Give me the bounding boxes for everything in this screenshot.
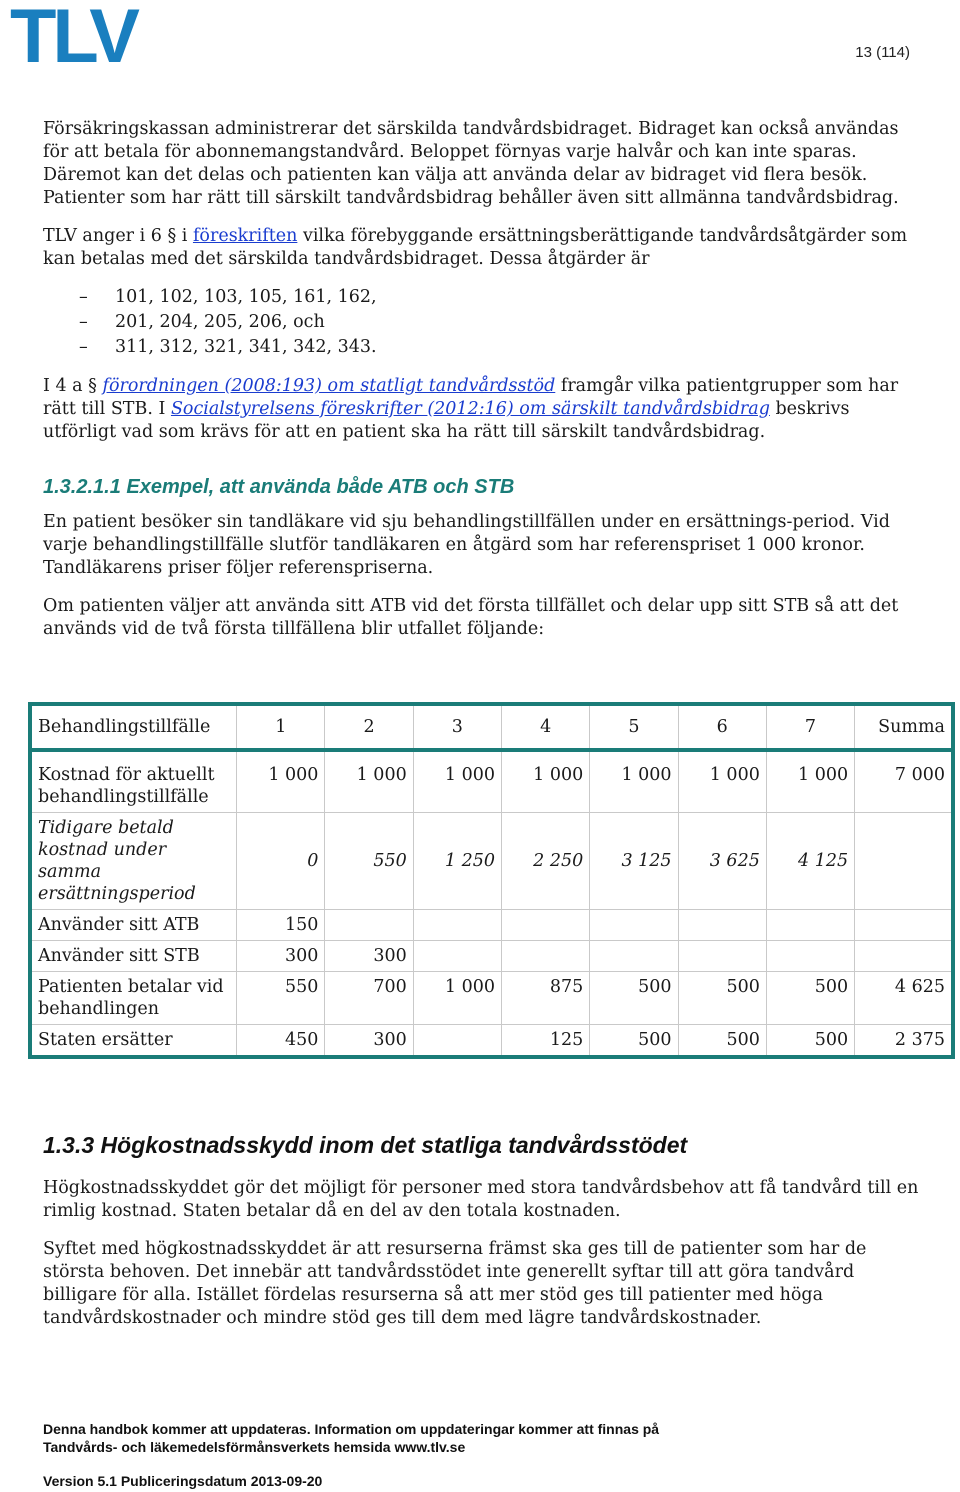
row-label: Kostnad för aktuellt behandlingstillfälle — [30, 750, 237, 813]
table-cell: 1 000 — [237, 750, 325, 813]
table-cell: 300 — [325, 1025, 413, 1058]
table-cell: 4 625 — [855, 972, 953, 1025]
header-cell: 1 — [237, 704, 325, 750]
list-item-text: 311, 312, 321, 341, 342, 343. — [115, 337, 377, 357]
table-header-row — [30, 704, 953, 750]
list-item — [43, 335, 923, 360]
header-cell: 6 — [678, 704, 766, 750]
table-cell: 1 000 — [413, 750, 501, 813]
table-cell — [502, 910, 590, 941]
table-cell: 1 000 — [502, 750, 590, 813]
list-item — [43, 285, 923, 310]
header-cell: 2 — [325, 704, 413, 750]
table-cell — [413, 941, 501, 972]
table-cell — [413, 910, 501, 941]
table-cell — [678, 941, 766, 972]
table-cell: 500 — [590, 972, 678, 1025]
row-label: Staten ersätter — [30, 1025, 237, 1058]
paragraph-stb-intro: Försäkringskassan administrerar det särskilda tandvårdsbidraget. Bidraget kan också användas för att betala för abonnemangstandvård. Beloppet förnyas varje halvår och kan inte sparas. Däremot kan det delas och patienten kan välja att använda delar av bidraget vid flera besök. Patienter som har rätt till särskilt tandvårdsbidrag behåller även sitt allmänna tandvårdsbidrag. — [43, 119, 899, 208]
table-cell: 500 — [766, 1025, 854, 1058]
row-label: Patienten betalar vid behandlingen — [30, 972, 237, 1025]
paragraph-hks-2: Syftet med högkostnadsskyddet är att resurserna främst ska ges till de patienter som har de största behoven. Det innebär att tandvårdsstödet inte generellt syftar till att göra tandvård billigare för alla. Istället fördelas resurserna så att mer stöd ges till patienter med höga tandvårdskostnader och mindre stöd ges till dem med lägre tandvårdskostnader. — [43, 1239, 867, 1328]
table-cell: 500 — [766, 972, 854, 1025]
link-forordningen[interactable]: förordningen (2008:193) om statligt tandvårdsstöd — [102, 376, 556, 396]
footer-line: Tandvårds- och läkemedelsförmånsverkets hemsida www.tlv.se — [43, 1439, 466, 1455]
table-row — [30, 750, 953, 813]
table-cell: 875 — [502, 972, 590, 1025]
table-cell — [766, 910, 854, 941]
table-cell: 500 — [678, 1025, 766, 1058]
link-socialstyrelsen[interactable]: Socialstyrelsens föreskrifter (2012:16) om särskilt tandvårdsbidrag — [170, 399, 770, 419]
table-cell: 3 125 — [590, 813, 678, 910]
table-cell: 1 000 — [325, 750, 413, 813]
main-content — [43, 118, 923, 641]
measure-code-list — [43, 285, 923, 360]
text-segment: TLV anger i 6 § i — [43, 226, 193, 246]
table-row — [30, 813, 953, 910]
table-cell: 125 — [502, 1025, 590, 1058]
footer-version: Version 5.1 Publiceringsdatum 2013-09-20 — [43, 1473, 323, 1489]
text-segment: framgår vilka patientgrupper som har rätt till STB. I — [43, 376, 899, 419]
subsection-title: 1.3.2.1.1 Exempel, att använda både ATB och STB — [43, 476, 515, 498]
header-cell: 4 — [502, 704, 590, 750]
header-cell: Behandlingstillfälle — [30, 704, 237, 750]
table-cell: 0 — [237, 813, 325, 910]
row-label: Använder sitt STB — [30, 941, 237, 972]
table-cell: 500 — [678, 972, 766, 1025]
logo-text: TLV — [10, 4, 136, 66]
table-cell: 1 000 — [413, 972, 501, 1025]
table-cell — [590, 910, 678, 941]
table-cell: 500 — [590, 1025, 678, 1058]
table-cell: 450 — [237, 1025, 325, 1058]
table-cell — [855, 813, 953, 910]
table-cell: 700 — [325, 972, 413, 1025]
footer-notice — [43, 1420, 659, 1456]
text-segment: I 4 a § — [43, 376, 103, 396]
table-cell: 550 — [325, 813, 413, 910]
header-cell: 3 — [413, 704, 501, 750]
table-cell: 1 000 — [678, 750, 766, 813]
paragraph-hks-1: Högkostnadsskyddet gör det möjligt för personer med stora tandvårdsbehov att få tandvård till en rimlig kostnad. Staten betalar då en del av den totala kostnaden. — [43, 1178, 919, 1221]
table-cell: 1 000 — [590, 750, 678, 813]
example-table — [28, 702, 955, 1059]
table-row — [30, 910, 953, 941]
table-cell — [502, 941, 590, 972]
table-cell: 300 — [325, 941, 413, 972]
table-row — [30, 941, 953, 972]
paragraph-example-1: En patient besöker sin tandläkare vid sju behandlingstillfällen under en ersättnings-period. Vid varje behandlingstillfälle slutför tandläkaren en åtgärd som har referenspriset 1 000 kronor. Tandläkarens priser följer referenspriserna. — [43, 512, 890, 578]
table-cell: 550 — [237, 972, 325, 1025]
tlv-logo — [10, 4, 140, 66]
page-number: 13 (114) — [855, 44, 910, 61]
table-cell — [855, 941, 953, 972]
table-cell — [678, 910, 766, 941]
text-segment: beskrivs utförligt vad som krävs för att en patient ska ha rätt till särskilt tandvårdsbidrag. — [43, 399, 850, 442]
paragraph-foreskrift — [43, 225, 923, 271]
section-hogkostnadsskydd — [43, 1112, 923, 1330]
table-cell: 2 250 — [502, 813, 590, 910]
row-label: Tidigare betald kostnad under samma ersättningsperiod — [30, 813, 237, 910]
table-cell: 1 250 — [413, 813, 501, 910]
list-item-text: 101, 102, 103, 105, 161, 162, — [115, 287, 377, 307]
table-cell: 150 — [237, 910, 325, 941]
table-cell: 1 000 — [766, 750, 854, 813]
dash-marker: – — [79, 337, 88, 357]
paragraph-example-2: Om patienten väljer att använda sitt ATB vid det första tillfället och delar upp sitt STB så att det används vid de två första tillfällena blir utfallet följande: — [43, 596, 899, 639]
table-cell: 4 125 — [766, 813, 854, 910]
link-foreskriften[interactable]: föreskriften — [192, 226, 298, 246]
header-cell: 7 — [766, 704, 854, 750]
dash-marker: – — [79, 312, 88, 332]
table-cell — [855, 910, 953, 941]
table-cell — [325, 910, 413, 941]
table-cell: 2 375 — [855, 1025, 953, 1058]
table-cell — [413, 1025, 501, 1058]
header-cell: 5 — [590, 704, 678, 750]
list-item — [43, 310, 923, 335]
table-row — [30, 972, 953, 1025]
section-title: 1.3.3 Högkostnadsskydd inom det statliga tandvårdsstödet — [43, 1132, 688, 1158]
text-segment: vilka förebyggande ersättningsberättigande tandvårdsåtgärder som kan betalas med det särskilda tandvårdsbidraget. Dessa åtgärder är — [43, 226, 908, 269]
table-cell: 3 625 — [678, 813, 766, 910]
header-cell: Summa — [855, 704, 953, 750]
table-cell: 7 000 — [855, 750, 953, 813]
footer-line: Denna handbok kommer att uppdateras. Information om uppdateringar kommer att finnas på — [43, 1421, 660, 1437]
dash-marker: – — [79, 287, 88, 307]
paragraph-forordning — [43, 375, 923, 444]
list-item-text: 201, 204, 205, 206, och — [115, 312, 325, 332]
table-cell — [766, 941, 854, 972]
row-label: Använder sitt ATB — [30, 910, 237, 941]
table-cell: 300 — [237, 941, 325, 972]
table-cell — [590, 941, 678, 972]
table-row — [30, 1025, 953, 1058]
